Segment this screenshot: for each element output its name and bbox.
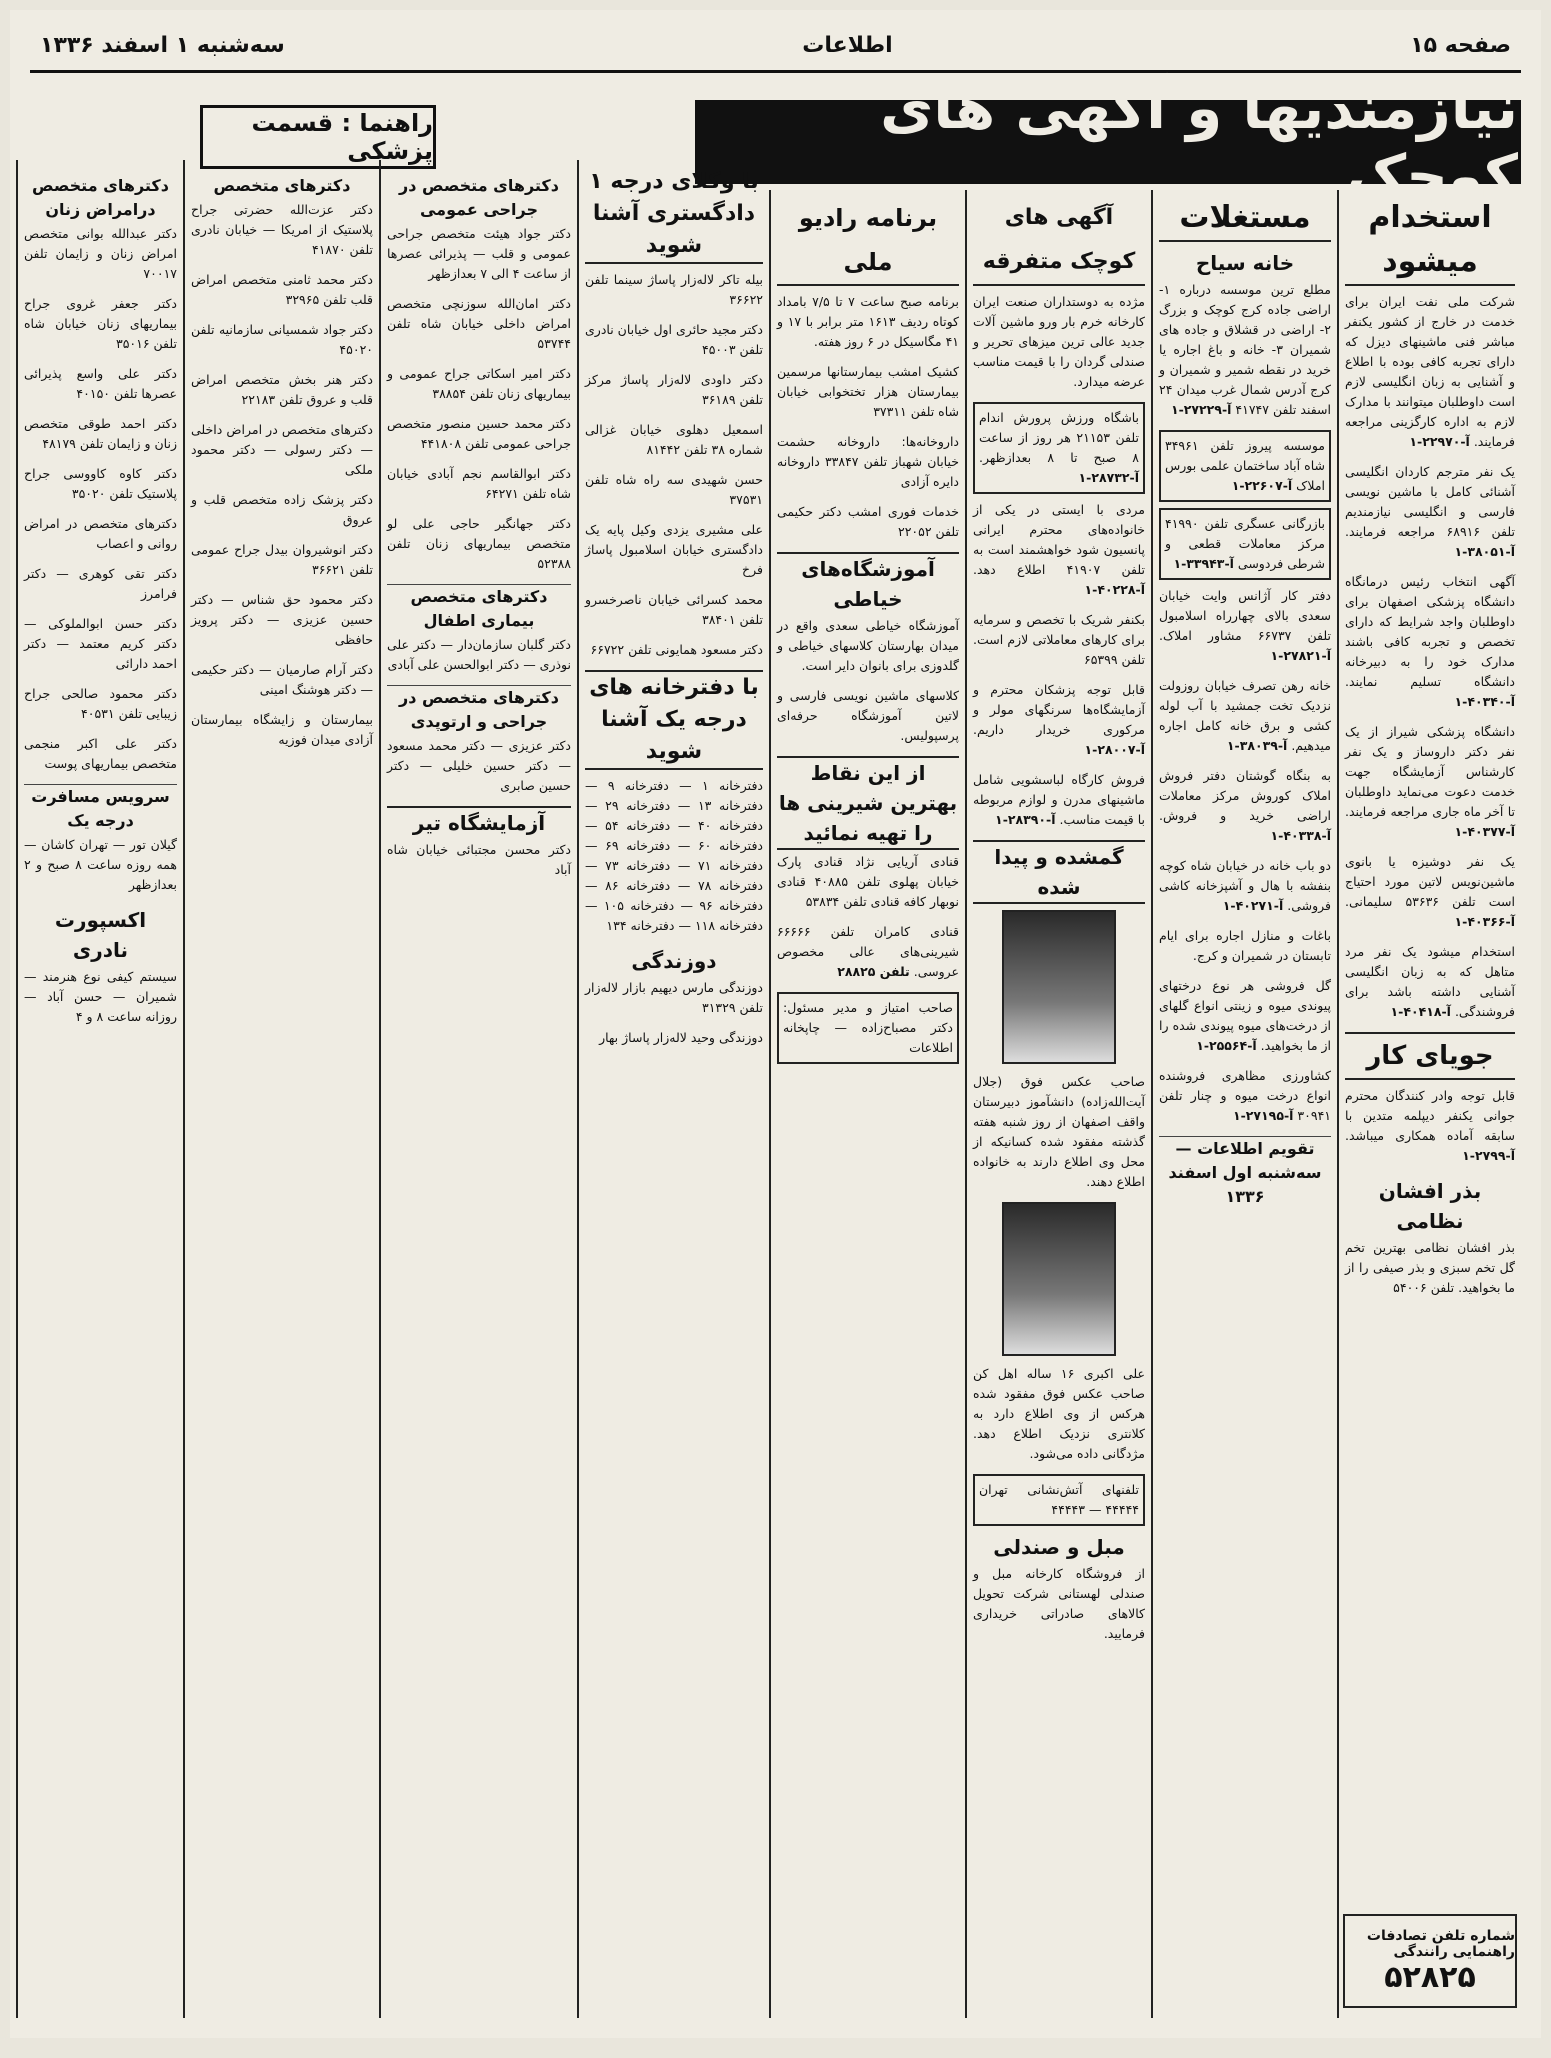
- ad-item: شرکت ملی نفت ایران برای خدمت در خارج از کشور یکنفر مباشر فنی ماشینهای دیزل که دارای تجربه کافی بوده با اطلاع و آشنایی به زبان انگلیسی لازم است داوطلبان میتوانند با مدارک لازم به اداره کارگزینی مراجعه فرمایند. آ-۲۲۹۷۰-۱: [1345, 294, 1515, 449]
- column-heading: آگهی های کوچک متفرقه: [973, 196, 1145, 286]
- seed-ad-heading: بذر افشان نظامی: [1378, 1179, 1482, 1233]
- ad-item: از فروشگاه کارخانه مبل و صندلی لهستانی شرکت تحویل کالاهای صادراتی خریداری فرمایید.: [973, 1566, 1145, 1641]
- column-employment: [1337, 190, 1521, 2018]
- traffic-phone-label: شماره تلفن تصادفات راهنمایی رانندگی: [1366, 1927, 1515, 1960]
- sewing-school-heading: آموزشگاه‌های خیاطی: [777, 552, 959, 614]
- newspaper-name: اطلاعات: [802, 32, 893, 58]
- tailoring-heading: دوزندگی: [631, 949, 717, 973]
- notary-heading: با دفترخانه های درجه یک آشنا شوید: [585, 670, 763, 770]
- lost-item: علی اکبری ۱۶ ساله اهل کن صاحب عکس فوق مفقود شده هرکس از وی اطلاع دارد به کلانتری نزدیک اطلاع دهد. مژدگانی داده می‌شود.: [973, 1366, 1145, 1461]
- missing-person-photo: [1002, 910, 1116, 1064]
- ad-item: سیستم کیفی نوع هنرمند — شمیران — حسن آباد — روزانه ساعت ۸ و ۴: [24, 969, 177, 1024]
- ad-item: دکتر عبدالله بوانی متخصص امراض زنان و زایمان تلفن ۷۰۰۱۷: [24, 226, 177, 281]
- column-real-estate: [1151, 190, 1337, 2018]
- column-heading: با وکلای درجه ۱ دادگستری آشنا شوید: [585, 166, 763, 264]
- ad-item: به بنگاه گوشتان دفتر فروش املاک کوروش مرکز معاملات اراضی خرید و فروش. آ-۴۰۳۳۸-۱: [1159, 768, 1331, 843]
- ad-item: دوزندگی مارس دیهیم بازار لاله‌زار تلفن ۳۱۳۲۹: [585, 980, 763, 1015]
- ad-item: دکتر علی واسع پذیرائی عصرها تلفن ۴۰۱۵۰: [24, 366, 177, 401]
- ad-item: دکتر داودی لاله‌زار پاساژ مرکز تلفن ۳۶۱۸۹: [585, 372, 763, 407]
- ad-item: مردی با ایستی در یکی از خانواده‌های محترم ایرانی پانسیون شود خواهشمند است به تلفن ۴۱۹۰۷ اطلاع دهد. آ-۴۰۲۲۸-۱: [973, 502, 1145, 597]
- ad-item: قنادی کامران تلفن ۶۶۶۶۶ شیرینی‌های عالی مخصوص عروسی. تلفن ۲۸۸۲۵: [777, 924, 959, 979]
- ad-item: دکتر علی اکبر منجمی متخصص بیماریهای پوست: [24, 736, 177, 771]
- ad-item: دکتر جعفر غروی جراح بیماریهای زنان خیابان شاه تلفن ۳۵۰۱۶: [24, 296, 177, 351]
- ad-item: خانه رهن تصرف خیابان روزولت نزدیک تخت جمشید با آب لوله کشی و برق خانه کامل اجاره میدهیم. آ-۳۸۰۳۹-۱: [1159, 678, 1331, 753]
- ad-item: دفتر کار آژانس وایت خیابان سعدی بالای چهارراه اسلامبول تلفن ۶۶۷۳۷ مشاور املاک. آ-۲۷۸۲۱-۱: [1159, 588, 1331, 663]
- ad-item: دکتر مجید حائری اول خیابان نادری تلفن ۴۵۰۰۳: [585, 322, 763, 357]
- ad-item: دکتر حسن ابوالملوکی — دکتر کریم معتمد — دکتر احمد دارائی: [24, 616, 177, 671]
- ad-item: دفترخانه ۱ — دفترخانه ۹ — دفترخانه ۱۳ — دفترخانه ۲۹ — دفترخانه ۴۰ — دفترخانه ۵۴ — دفترخانه ۶۰ — دفترخانه ۶۹ — دفترخانه ۷۱ — دفترخانه ۷۳ — دفترخانه ۷۸ — دفترخانه ۸۶ — دفترخانه ۹۶ — دفترخانه ۱۰۵ — دفترخانه ۱۱۸ — دفترخانه ۱۳۴: [585, 778, 763, 933]
- ad-item: دو باب خانه در خیابان شاه کوچه بنفشه با هال و آشپزخانه کاشی فروشی. آ-۴۰۲۷۱-۱: [1159, 858, 1331, 913]
- ad-item: قابل توجه پزشکان محترم و آزمایشگاه‌ها سرنگهای مولر و مرکوری خریدار داریم. آ-۲۸۰۰۷-۱: [973, 682, 1145, 757]
- ad-item: دکتر جواد هیئت متخصص جراحی عمومی و قلب — پذیرائی عصرها از ساعت ۴ الی ۷ بعدازظهر: [387, 226, 571, 281]
- ad-item: دکتر عزت‌الله حضرتی جراح پلاستیک از امریکا — خیابان نادری تلفن ۴۱۸۷۰: [191, 202, 373, 257]
- missing-person-photo: [1002, 1202, 1116, 1356]
- ad-item: مطلع ترین موسسه درباره ۱- اراضی جاده کرج کوچک و بزرگ ۲- اراضی در قشلاق و جاده های شمیران ۳- خانه و باغ اجاره یا خرید در نقطه شمیر و شمیران و کرج آدرس شمال غرب میدان ۲۴ اسفند تلفن ۴۱۷۴۷ آ-۲۷۲۲۹-۱: [1159, 282, 1331, 417]
- ad-item: دکتر انوشیروان بیدل جراح عمومی تلفن ۳۶۶۲۱: [191, 542, 373, 577]
- publisher-credit: صاحب امتیاز و مدیر مسئول: دکتر مصباح‌زاده — چاپخانه اطلاعات: [777, 992, 959, 1064]
- ad-item: دکتر جهانگیر حاجی علی لو متخصص بیماریهای زنان تلفن ۵۲۳۸۸: [387, 516, 571, 571]
- ad-item: یک نفر مترجم کاردان انگلیسی آشنائی کامل با ماشین نویسی فارسی و انگلیسی نیازمندیم تلفن ۶۸۹۱۶ مراجعه فرمایند. آ-۳۸۰۵۱-۱: [1345, 464, 1515, 559]
- column-misc-ads: [965, 190, 1151, 2018]
- page-number: صفحه ۱۵: [1410, 32, 1511, 58]
- furniture-heading: مبل و صندلی: [993, 1535, 1125, 1559]
- ad-item: دکتر جواد شمسیانی سازمانیه تلفن ۴۵۰۲۰: [191, 322, 373, 357]
- ad-item: دکتر عزیزی — دکتر محمد مسعود — دکتر حسین خلیلی — دکتر حسین صابری: [387, 738, 571, 793]
- page-header: [30, 20, 1521, 73]
- column-radio: [769, 190, 965, 2018]
- ad-item: آگهی انتخاب رئیس درمانگاه دانشگاه پزشکی اصفهان برای داوطلبان واجد شرایط که دارای تخصص و تجربه کافی باشند مدارک خود را به دبیرخانه دانشگاه تسلیم نمایند. آ-۴۰۳۴۰-۱: [1345, 574, 1515, 709]
- column-heading: دکترهای متخصص در جراحی عمومی: [399, 176, 559, 219]
- column-heading: استخدام میشود: [1345, 196, 1515, 286]
- ad-item: یک نفر دوشیزه یا بانوی ماشین‌نویس لاتین مورد احتیاج است تلفن ۵۳۶۳۶ سلیمانی. آ-۴۰۳۶۶-۱: [1345, 854, 1516, 929]
- ad-item: دکتر محمد ثامنی متخصص امراض قلب تلفن ۳۲۹۶۵: [191, 272, 373, 307]
- ad-item: استخدام میشود یک نفر مرد متاهل که به زبان انگلیسی آشنایی داشته باشد برای فروشندگی. آ-۴۰۴۱۸-۱: [1345, 944, 1515, 1019]
- ad-item: گل فروشی هر نوع درختهای پیوندی میوه و زینتی انواع گلهای از درخت‌های میوه پیوندی شده را از ما بخواهید. آ-۲۵۵۶۴-۱: [1159, 978, 1331, 1053]
- ad-item: داروخانه‌ها: داروخانه حشمت خیابان شهباز تلفن ۳۳۸۴۷ داروخانه دایره آزادی: [777, 434, 959, 489]
- ad-box: بازرگانی عسگری تلفن ۴۱۹۹۰ مرکز معاملات قطعی و شرطی فردوسی آ-۳۳۹۴۳-۱: [1159, 508, 1331, 580]
- ad-item: دکتر مسعود همایونی تلفن ۶۶۷۲۲: [590, 642, 763, 657]
- ad-item: دانشگاه پزشکی شیراز از یک نفر دکتر داروساز و یک نفر کارشناس آزمایشگاه جهت خدمت دعوت می‌نماید داوطلبان تا آخر ماه جاری مراجعه فرمایند. آ-۴۰۳۷۷-۱: [1345, 724, 1515, 839]
- ad-item: دکتر محسن مجتبائی خیابان شاه آباد: [387, 842, 571, 877]
- lost-found-heading: گمشده و پیدا شده: [973, 840, 1145, 904]
- ad-item: دکتر ابوالقاسم نجم آبادی خیابان شاه تلفن ۶۴۲۷۱: [387, 466, 571, 501]
- ad-item: قنادی آریایی نژاد قنادی پارک خیابان پهلوی تلفن ۴۰۸۸۵ قنادی نوبهار کافه قنادی تلفن ۵۳۸۳۴: [777, 854, 959, 909]
- issue-date: سه‌شنبه ۱ اسفند ۱۳۳۶: [40, 32, 285, 58]
- travel-heading: سرویس مسافرت درجه یک: [24, 784, 177, 833]
- column-heading: دکترهای متخصص درامراض زنان: [32, 176, 169, 219]
- lost-item: صاحب عکس فوق (جلال آیت‌الله‌زاده) دانشآموز دبیرستان واقف اصفهان از روز شنبه هفته گذشته مفقود شده کسانیکه از محل وی اطلاع دارند به خانواده اطلاع دهند.: [973, 1074, 1145, 1189]
- column-surgeons: [379, 160, 577, 2018]
- orthopedics-heading: دکترهای متخصص در جراحی و ارتوپدی: [387, 685, 571, 734]
- ad-item: قابل توجه وادر کنندگان محترم جوانی یکنفر دیپلمه متدین با سابقه آماده همکاری میباشد. آ-۲۷۹۹-۱: [1345, 1088, 1515, 1163]
- pediatrics-heading: دکترهای متخصص بیماری اطفال: [387, 584, 571, 633]
- ad-item: کشاورزی مظاهری فروشنده انواع درخت میوه و چنار تلفن ۳۰۹۴۱ آ-۲۷۱۹۵-۱: [1159, 1068, 1331, 1123]
- ad-title: خانه سیاح: [1195, 251, 1295, 275]
- ad-item: باغات و منازل اجاره برای ایام تابستان در شمیران و کرج.: [1159, 928, 1331, 963]
- ad-item: مژده به دوستداران صنعت ایران کارخانه خرم بار ورو ماشین آلات جدید عالی ترین میزهای تحریر و صندلی گردان را با قیمت مناسب عرضه میدارد.: [973, 294, 1145, 389]
- ad-item: بیله تاکر لاله‌زار پاساژ سینما تلفن ۳۶۶۲۲: [585, 272, 763, 307]
- ad-item: دکتر آرام صارمیان — دکتر حکیمی — دکتر هوشنگ امینی: [191, 662, 373, 697]
- ad-box: باشگاه ورزش پرورش اندام تلفن ۲۱۱۵۳ هر روز از ساعت ۸ صبح تا ۸ بعدازظهر. آ-۲۸۷۳۲-۱: [973, 402, 1145, 494]
- ad-item: بیمارستان و زایشگاه بیمارستان آزادی میدان فوزیه: [191, 712, 373, 747]
- job-seekers-heading: جویای کار: [1345, 1032, 1515, 1080]
- section-banner: نیازمندیها و آگهی های کوچک: [695, 100, 1521, 184]
- ad-item: دکتر پزشک زاده متخصص قلب و عروق: [191, 492, 373, 527]
- ad-item: اسمعیل دهلوی خیابان غزالی شماره ۳۸ تلفن ۸۱۴۴۲: [585, 422, 763, 457]
- ad-item: دکتر محمود صالحی جراح زیبایی تلفن ۴۰۵۳۱: [24, 686, 177, 721]
- lab-heading: آزمایشگاه تیر: [387, 806, 571, 838]
- ad-item: دکتر امان‌الله سوزنچی متخصص امراض داخلی خیابان شاه تلفن ۵۳۷۴۴: [387, 296, 571, 351]
- column-heading: برنامه رادیو ملی: [777, 196, 959, 286]
- ad-item: دکترهای متخصص در امراض داخلی — دکتر رسولی — دکتر محمود ملکی: [191, 422, 373, 477]
- calendar-box: تقویم اطلاعات — سه‌شنبه اول اسفند ۱۳۳۶: [1159, 1136, 1331, 1209]
- ad-item: گیلان تور — تهران کاشان — همه روزه ساعت ۸ صبح و ۲ بعدازظهر: [24, 837, 177, 892]
- ad-item: دکتر محمود حق شناس — دکتر حسین عزیزی — دکتر پرویز حافظی: [191, 592, 373, 647]
- traffic-phone-number: ۵۲۸۲۵: [1384, 1959, 1476, 1995]
- medical-guide-title: راهنما : قسمت پزشکی: [200, 105, 436, 169]
- ad-item: برنامه صبح ساعت ۷ تا ۷/۵ بامداد کوتاه ردیف ۱۶۱۳ متر برابر با ۱۷ و ۴۱ مگاسیکل در ۶ روز هفته.: [777, 294, 960, 349]
- ad-item: دکتر هنر بخش متخصص امراض قلب و عروق تلفن ۲۲۱۸۳: [191, 372, 373, 407]
- fire-phones: تلفنهای آتش‌نشانی تهران ۴۴۴۴۴ — ۴۴۴۴۳: [973, 1474, 1145, 1526]
- traffic-phone-box: [1343, 1914, 1517, 2008]
- ad-item: بذر افشان نظامی بهترین تخم گل تخم سبزی و بذر صیفی را از ما بخواهید. تلفن ۵۴۰۰۶: [1345, 1240, 1515, 1295]
- ad-item: دکتر احمد طوقی متخصص زنان و زایمان تلفن ۴۸۱۷۹: [24, 416, 177, 451]
- ad-item: دکتر کاوه کاووسی جراح پلاستیک تلفن ۳۵۰۲۰: [24, 466, 177, 501]
- ad-item: محمد کسرائی خیابان ناصرخسرو تلفن ۳۸۴۰۱: [585, 592, 763, 627]
- express-heading: اکسپورت نادری: [54, 908, 147, 962]
- ad-item: دکتر امیر اسکاتی جراح عمومی و بیماریهای زنان تلفن ۳۸۸۵۴: [387, 366, 571, 401]
- ad-box: موسسه پیروز تلفن ۳۴۹۶۱ شاه آباد ساختمان علمی بورس املاک آ-۲۲۶۰۷-۱: [1159, 430, 1331, 502]
- ad-item: کلاسهای ماشین نویسی فارسی و لاتین آموزشگاه حرفه‌ای پرسپولیس.: [777, 688, 959, 743]
- ad-item: دکتر محمد حسین منصور متخصص جراحی عمومی تلفن ۴۴۱۸۰۸: [387, 416, 571, 451]
- ad-item: حسن شهیدی سه راه شاه تلفن ۳۷۵۳۱: [585, 472, 763, 507]
- column-heading: دکترهای متخصص: [213, 176, 351, 195]
- ad-item: بکنفر شریک با تخصص و سرمایه برای کارهای معاملاتی لازم است. تلفن ۶۵۳۹۹: [973, 612, 1145, 667]
- ad-item: دکتر تقی کوهری — دکتر فرامرز: [24, 566, 177, 601]
- column-specialists: [183, 160, 379, 2018]
- ad-item: دوزندگی وحید لاله‌زار پاساژ بهار: [599, 1030, 763, 1045]
- ad-item: فروش کارگاه لباسشویی شامل ماشینهای مدرن و لوازم مربوطه با قیمت مناسب. آ-۲۸۳۹۰-۱: [973, 772, 1145, 827]
- newspaper-page: [10, 10, 1541, 2038]
- ad-item: علی مشیری یزدی وکیل پایه یک دادگستری خیابان اسلامبول پاساژ فرخ: [585, 522, 763, 577]
- column-heading: مستغلات: [1159, 196, 1331, 242]
- column-gynecology: [16, 160, 183, 2018]
- pastry-heading: از این نقاط بهترین شیرینی ها را تهیه نمائید: [777, 756, 959, 850]
- column-lawyers: [577, 160, 769, 2018]
- ad-item: دکترهای متخصص در امراض روانی و اعصاب: [24, 516, 177, 551]
- ad-item: آموزشگاه خیاطی سعدی واقع در میدان بهارستان کلاسهای خیاطی و گلدوزی برای بانوان دایر است.: [777, 618, 959, 673]
- ad-item: کشیک امشب بیمارستانها مرسمین بیمارستان هزار تختخوابی خیابان شاه تلفن ۳۷۳۱۱: [777, 364, 959, 419]
- ad-item: خدمات فوری امشب دکتر حکیمی تلفن ۲۲۰۵۲: [777, 504, 959, 539]
- ad-item: دکتر گلبان سازمان‌دار — دکتر علی نوذری — دکتر ابوالحسن علی آبادی: [387, 637, 571, 672]
